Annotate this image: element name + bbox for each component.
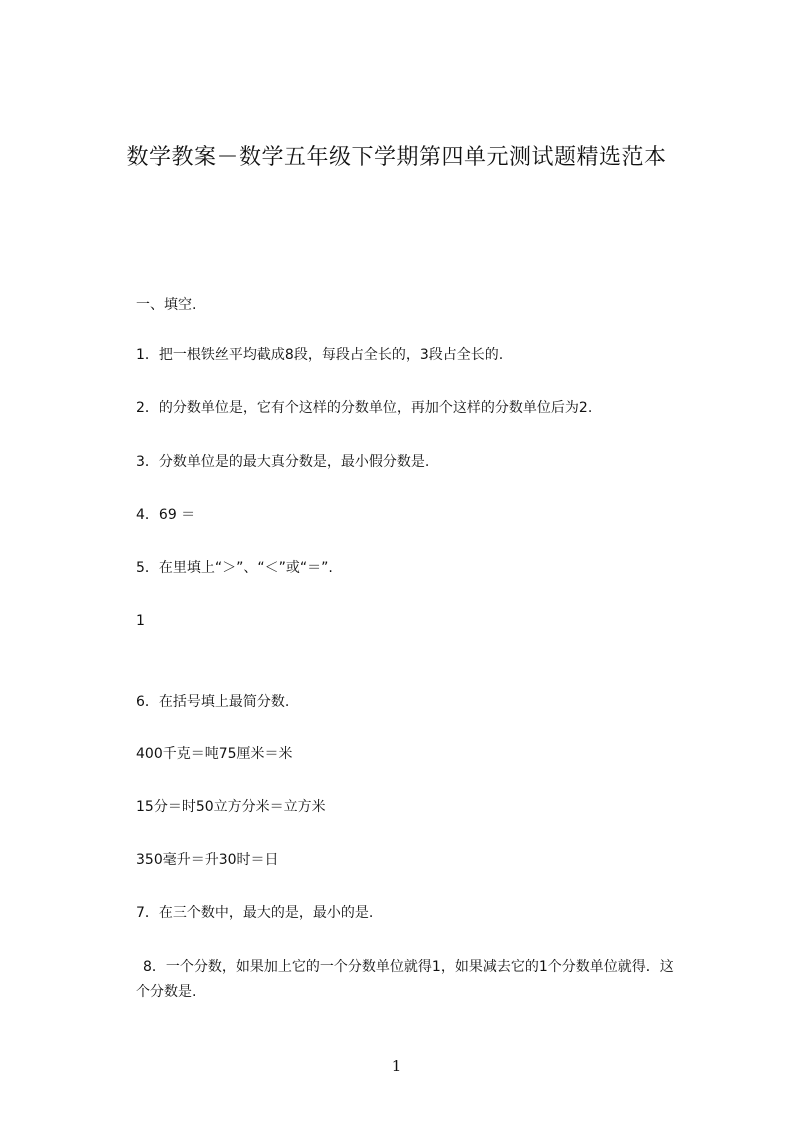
section-heading: 一、填空. (136, 297, 197, 313)
question-6: 6．在括号填上最简分数. (136, 694, 290, 710)
question-5-content: 1 (136, 613, 145, 629)
question-6-row-3: 350毫升＝升30时＝日 (136, 852, 279, 868)
question-7: 7．在三个数中，最大的是，最小的是. (136, 905, 374, 921)
question-3: 3．分数单位是的最大真分数是，最小假分数是. (136, 454, 430, 470)
question-1: 1．把一根铁丝平均截成8段，每段占全长的，3段占全长的. (136, 347, 504, 363)
question-6-row-2: 15分＝时50立方分米＝立方米 (136, 799, 326, 815)
page-number: 1 (391, 1057, 402, 1075)
question-5: 5．在里填上“＞”、“＜”或“＝”. (136, 560, 333, 576)
document-title: 数学教案－数学五年级下学期第四单元测试题精选范本 (126, 145, 667, 170)
question-4: 4．69 ＝ (136, 507, 196, 523)
question-6-row-1: 400千克＝吨75厘米＝米 (136, 746, 293, 762)
question-8: 8．一个分数，如果加上它的一个分数单位就得1，如果减去它的1个分数单位就得．这个分数是. (136, 959, 674, 1000)
question-2: 2．的分数单位是，它有个这样的分数单位，再加个这样的分数单位后为2. (136, 400, 593, 416)
